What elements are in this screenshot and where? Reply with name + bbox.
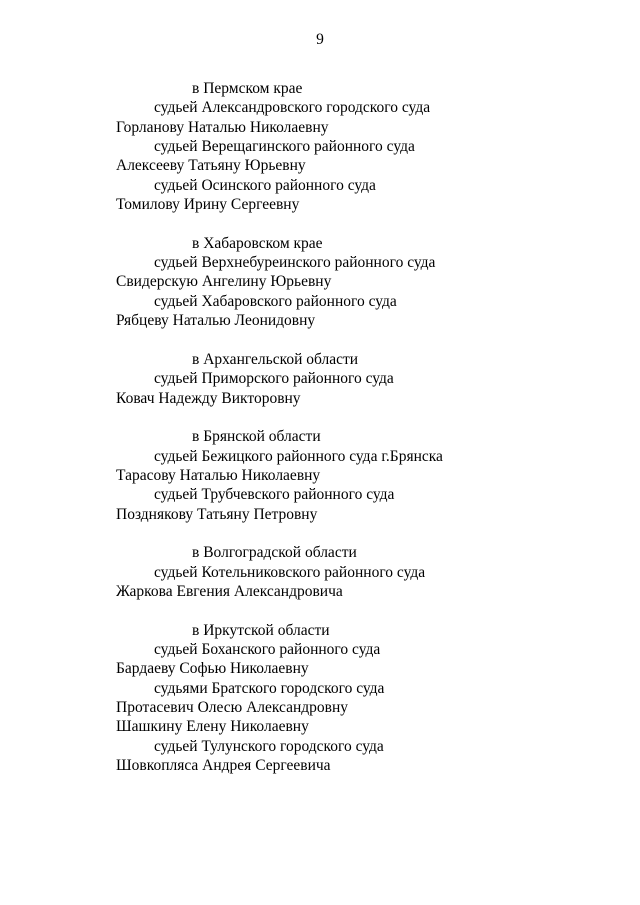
- region-heading: в Иркутской области: [192, 621, 330, 639]
- appointments-list: [116, 79, 616, 775]
- judge-name: Тарасову Наталью Николаевну: [116, 466, 321, 484]
- court-line: судьей Приморского районного суда: [154, 370, 394, 388]
- judge-name: Рябцеву Наталью Леонидовну: [116, 312, 316, 330]
- court-line: судьей Тулунского городского суда: [154, 737, 384, 755]
- region-section: [116, 234, 616, 331]
- region-heading: в Пермском крае: [192, 80, 303, 97]
- court-line: судьей Бежицкого районного суда г.Брянска: [154, 447, 443, 465]
- court-line: судьей Верхнебуреинского районного суда: [154, 254, 436, 272]
- judge-name: Бардаеву Софью Николаевну: [116, 660, 309, 678]
- section-spacer: [116, 601, 616, 620]
- judge-name: Алексееву Татьяну Юрьевну: [116, 157, 306, 175]
- judge-name: Горланову Наталью Николаевну: [116, 118, 329, 136]
- court-line: судьей Осинского районного суда: [154, 176, 376, 194]
- judge-name: Позднякову Татьяну Петровну: [116, 505, 318, 523]
- region-heading: в Волгоградской области: [192, 544, 357, 562]
- region-section: [116, 621, 616, 776]
- section-spacer: [116, 408, 616, 427]
- page-number: 9: [316, 31, 324, 48]
- judge-name: Жаркова Евгения Александровича: [116, 582, 343, 600]
- section-spacer: [116, 524, 616, 543]
- judge-name: Ковач Надежду Викторовну: [116, 389, 301, 407]
- judge-name: Свидерскую Ангелину Юрьевну: [116, 273, 332, 291]
- region-heading: в Архангельской области: [192, 350, 359, 368]
- region-heading: в Хабаровском крае: [192, 234, 323, 252]
- court-line: судьей Верещагинского районного суда: [154, 138, 415, 156]
- judge-name: Томилову Ирину Сергеевну: [116, 196, 300, 214]
- region-section: [116, 350, 616, 408]
- region-section: [116, 427, 616, 524]
- judge-name: Шовкопляса Андрея Сергеевича: [116, 757, 331, 775]
- judge-name: Протасевич Олесю Александровну: [116, 699, 349, 716]
- court-line: судьей Котельниковского районного суда: [154, 563, 426, 581]
- region-section: [116, 79, 616, 214]
- court-line: судьей Хабаровского районного суда: [154, 292, 397, 310]
- court-line: судьей Боханского районного суда: [154, 640, 381, 658]
- section-spacer: [116, 330, 616, 349]
- court-line: судьями Братского городского суда: [154, 679, 385, 697]
- court-line: судьей Трубчевского районного суда: [154, 486, 395, 504]
- court-line: судьей Александровского городского суда: [154, 99, 431, 117]
- region-section: [116, 543, 616, 601]
- region-heading: в Брянской области: [192, 428, 321, 446]
- section-spacer: [116, 214, 616, 233]
- judge-name: Шашкину Елену Николаевну: [116, 718, 309, 736]
